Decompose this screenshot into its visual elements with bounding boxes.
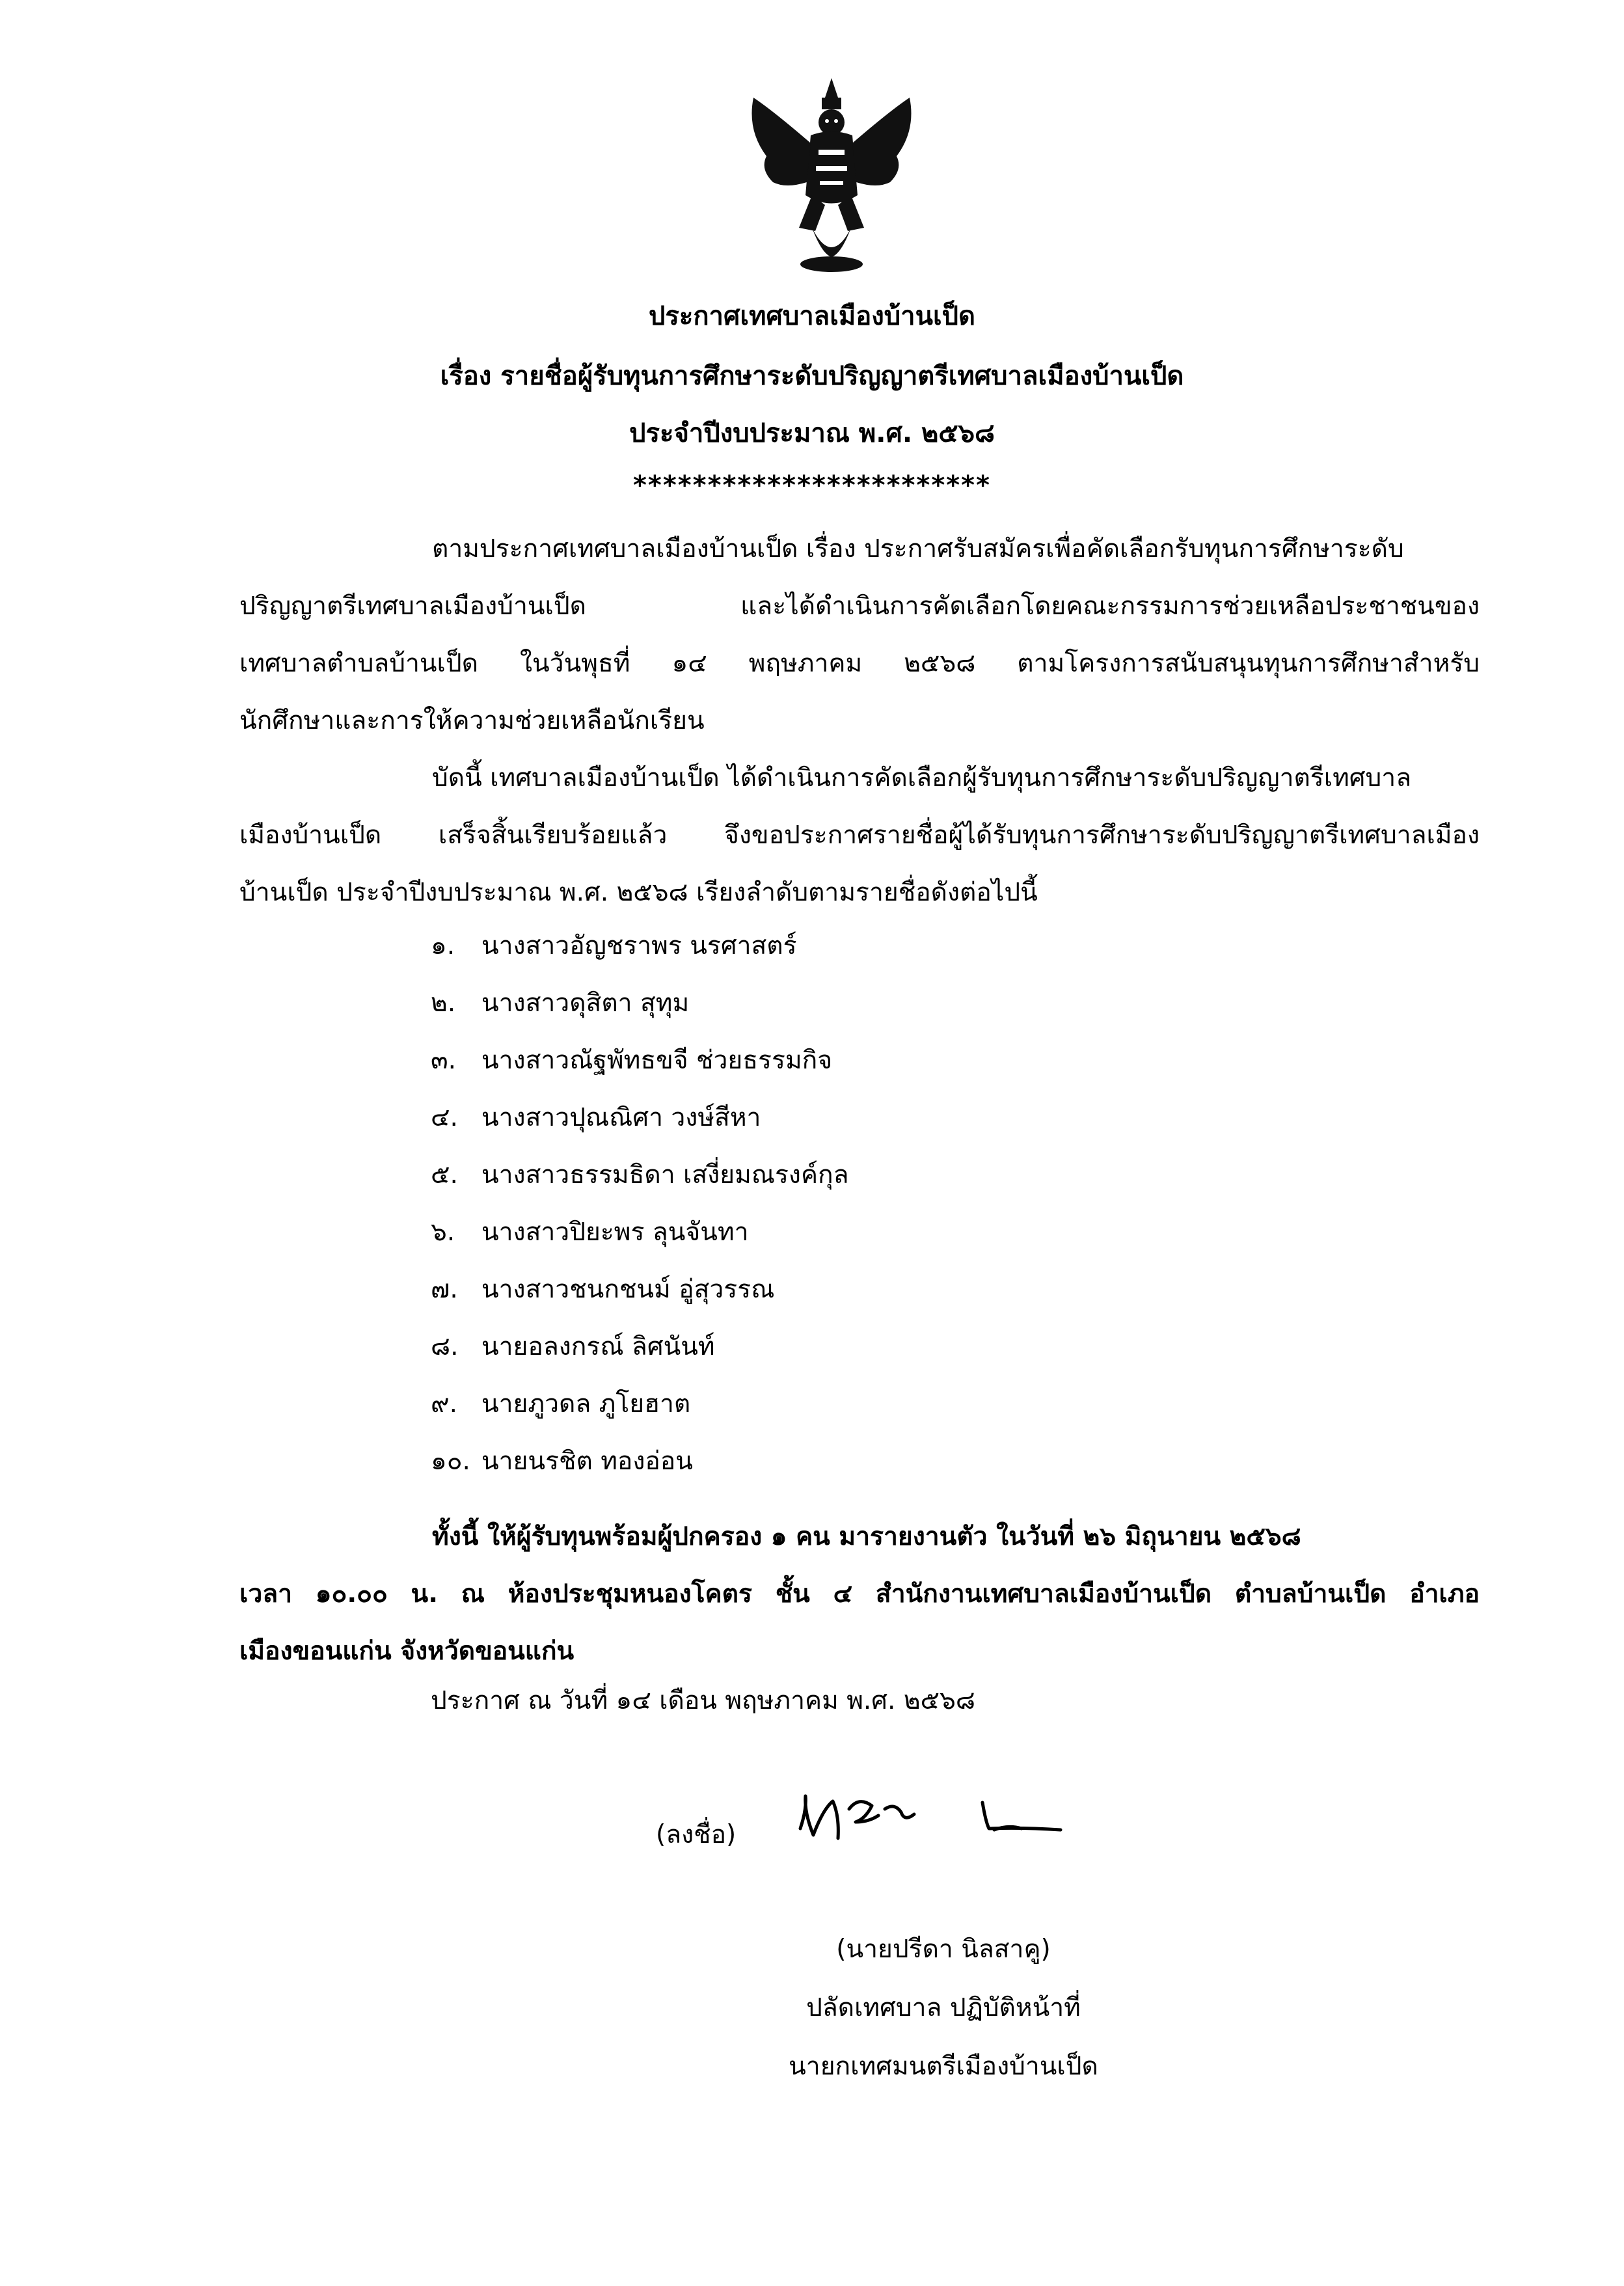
recipient-name: นางสาวอัญชราพร นรศาสตร์ xyxy=(481,931,797,960)
announcement-subject: เรื่อง รายชื่อผู้รับทุนการศึกษาระดับปริญญาตรีเทศบาลเมืองบ้านเป็ด xyxy=(440,361,1184,391)
list-item xyxy=(431,1433,693,1490)
list-number: ๗. xyxy=(431,1275,458,1304)
paragraph-line: ตามประกาศเทศบาลเมืองบ้านเป็ด เรื่อง ประกาศรับสมัครเพื่อคัดเลือกรับทุนการศึกษาระดับ xyxy=(432,534,1404,564)
list-number: ๓. xyxy=(431,1046,457,1075)
list-item xyxy=(431,1147,849,1204)
signer-position: ปลัดเทศบาล ปฏิบัติหน้าที่ xyxy=(806,1993,1081,2022)
list-number: ๕. xyxy=(431,1160,458,1190)
handwritten-signature xyxy=(787,1783,1087,1861)
paragraph-line: เมืองบ้านเป็ด เสร็จสิ้นเรียบร้อยแล้ว จึงขอประกาศรายชื่อผู้ได้รับทุนการศึกษาระดับปริญญาตรีเทศบาลเมือง xyxy=(239,821,1480,850)
list-item xyxy=(431,1318,715,1376)
recipient-name: นางสาวณัฐพัทธขจี ช่วยธรรมกิจ xyxy=(481,1046,833,1075)
list-number: ๒. xyxy=(431,988,456,1018)
paragraph-line: เวลา ๑๐.๐๐ น. ณ ห้องประชุมหนองโคตร ชั้น ๔ สำนักงานเทศบาลเมืองบ้านเป็ด ตำบลบ้านเป็ด อำเภอ xyxy=(239,1579,1480,1609)
list-item xyxy=(431,1089,761,1147)
paragraph-line: ปริญญาตรีเทศบาลเมืองบ้านเป็ด และได้ดำเนินการคัดเลือกโดยคณะกรรมการช่วยเหลือประชาชนของ xyxy=(239,592,1480,621)
announcement-date: ประกาศ ณ วันที่ ๑๔ เดือน พฤษภาคม พ.ศ. ๒๕๖๘ xyxy=(431,1686,975,1715)
fiscal-year: ประจำปีงบประมาณ พ.ศ. ๒๕๖๘ xyxy=(629,418,995,448)
list-number: ๑๐. xyxy=(431,1447,470,1476)
list-number: ๙. xyxy=(431,1389,457,1419)
paragraph-line: บัดนี้ เทศบาลเมืองบ้านเป็ด ได้ดำเนินการคัดเลือกผู้รับทุนการศึกษาระดับปริญญาตรีเทศบาล xyxy=(432,763,1412,793)
signer-position-acting: นายกเทศมนตรีเมืองบ้านเป็ด xyxy=(789,2052,1098,2081)
paragraph-line: เทศบาลตำบลบ้านเป็ด ในวันพุธที่ ๑๔ พฤษภาคม ๒๕๖๘ ตามโครงการสนับสนุนทุนการศึกษาสำหรับ xyxy=(239,649,1480,678)
list-item xyxy=(431,1261,774,1318)
list-item xyxy=(431,975,689,1032)
list-number: ๔. xyxy=(431,1103,458,1132)
list-number: ๑. xyxy=(431,931,455,960)
paragraph-line: นักศึกษาและการให้ความช่วยเหลือนักเรียน xyxy=(239,706,705,735)
signer-name: (นายปรีดา นิลสาคู) xyxy=(836,1935,1051,1964)
signature-label: (ลงชื่อ) xyxy=(656,1820,737,1849)
paragraph-line: เมืองขอนแก่น จังหวัดขอนแก่น xyxy=(239,1637,575,1666)
announcement-title: ประกาศเทศบาลเมืองบ้านเป็ด xyxy=(648,301,976,331)
list-item xyxy=(431,918,797,975)
paragraph-line: ทั้งนี้ ให้ผู้รับทุนพร้อมผู้ปกครอง ๑ คน มารายงานตัว ในวันที่ ๒๖ มิถุนายน ๒๕๖๘ xyxy=(432,1522,1301,1551)
list-number: ๖. xyxy=(431,1218,455,1247)
recipient-name: นางสาวปิยะพร ลุนจันทา xyxy=(481,1218,749,1247)
recipient-name: นางสาวธรรมธิดา เสงี่ยมณรงค์กุล xyxy=(481,1160,849,1190)
list-item xyxy=(431,1204,749,1261)
recipient-name: นายภูวดล ภูโยฮาต xyxy=(481,1389,691,1419)
list-item xyxy=(431,1032,832,1089)
recipient-name: นางสาวชนกชนม์ อู่สุวรรณ xyxy=(481,1275,775,1304)
list-number: ๘. xyxy=(431,1332,459,1361)
paragraph-line: บ้านเป็ด ประจำปีงบประมาณ พ.ศ. ๒๕๖๘ เรียงลำดับตามรายชื่อดังต่อไปนี้ xyxy=(239,878,1038,907)
recipient-name: นางสาวดุสิตา สุทุม xyxy=(481,988,690,1018)
recipient-name: นายอลงกรณ์ ลิศนันท์ xyxy=(481,1332,715,1361)
recipient-name: นางสาวปุณณิศา วงษ์สีหา xyxy=(481,1103,761,1132)
separator: ************************ xyxy=(632,470,992,500)
list-item xyxy=(431,1376,690,1433)
recipient-name: นายนรชิต ทองอ่อน xyxy=(481,1447,693,1476)
garuda-emblem-icon xyxy=(734,72,929,280)
